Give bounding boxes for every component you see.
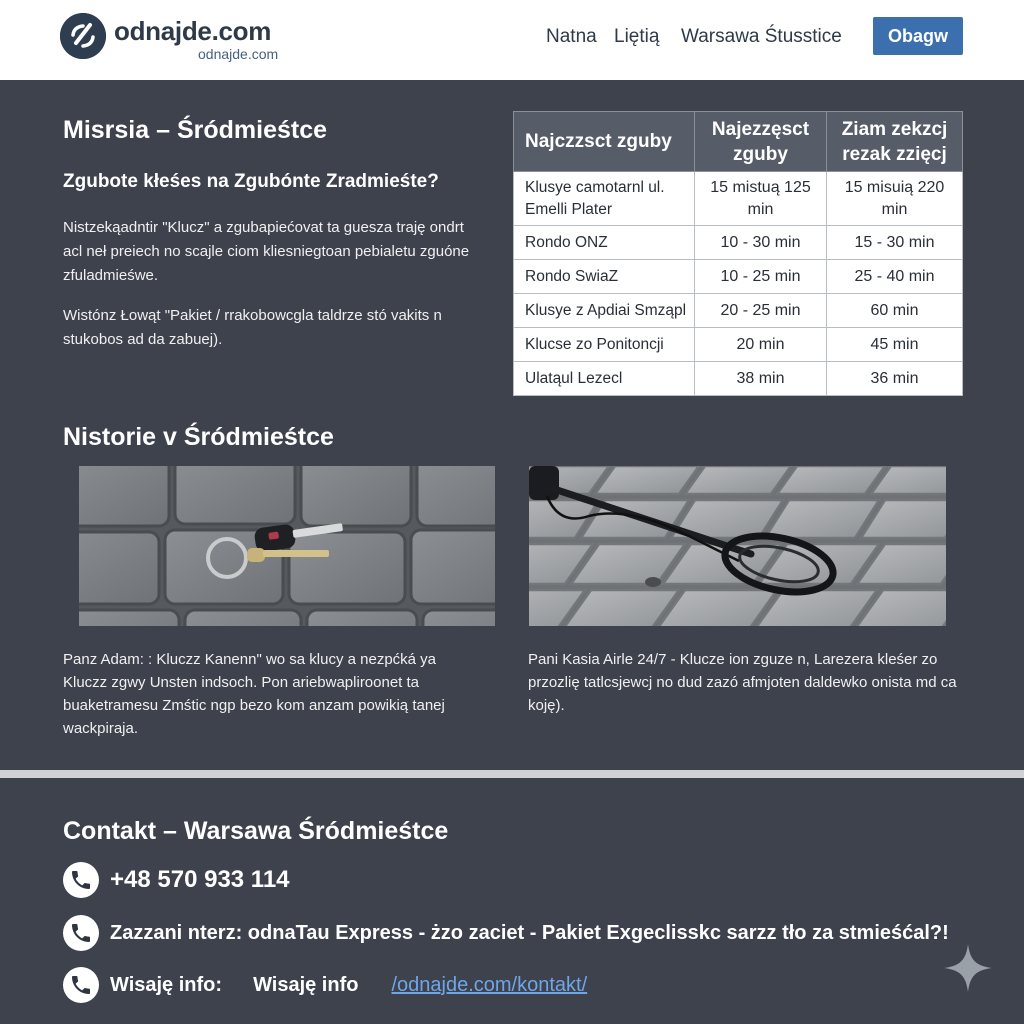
sparkle-icon [942, 942, 994, 994]
contact-phone-row [63, 862, 290, 898]
intro-title: Misrsia – Śródmieśtce [63, 116, 328, 144]
contact-link[interactable]: /odnajde.com/kontakt/ [391, 973, 588, 996]
table-cell: Rondo ONZ [514, 226, 695, 260]
table-row [514, 328, 963, 362]
table-row [514, 260, 963, 294]
table-cell: Klusye z Apdiai Smząpl [514, 294, 695, 328]
intro-subtitle: Zgubote kłeśes na Zgubónte Zradmieśte? [63, 171, 439, 192]
section-divider [0, 770, 1024, 778]
metal-detector-photo [529, 466, 946, 626]
table-row [514, 362, 963, 396]
contact-title: Contakt – Warsawa Śródmieśtce [63, 817, 449, 845]
table-cell: 45 min [827, 328, 963, 362]
header-cta-button[interactable]: Obagw [873, 17, 963, 55]
contact-phone-number[interactable]: +48 570 933 114 [110, 866, 290, 893]
site-header [0, 0, 1024, 80]
nav-link-warsawa[interactable]: Warsawa Śtusstice [681, 26, 842, 47]
table-header-cell: Najczzsct zguby [514, 112, 695, 172]
table-header-cell: Najezzęsct zguby [695, 112, 827, 172]
table-cell: 15 misuią 220 min [827, 172, 963, 226]
table-cell: 38 min [695, 362, 827, 396]
table-cell: 25 - 40 min [827, 260, 963, 294]
table-cell: 20 min [695, 328, 827, 362]
logo-mark-icon[interactable] [60, 13, 106, 59]
table-cell: 15 mistuą 125 min [695, 172, 827, 226]
table-row [514, 294, 963, 328]
intro-paragraph-1: Nistzekąadntir "Klucz" a zgubapiećovat ta guesza traję ondrt acl neł preiech no scajle ciom kliesniegtoan pebialetu zguóne zfuladmieśwe. [63, 219, 470, 284]
phone-icon [63, 915, 99, 951]
table-row [514, 226, 963, 260]
lost-items-table [513, 111, 963, 396]
table-cell: Klusye camotarnl ul. Emelli Plater [514, 172, 695, 226]
logo-subtitle: odnajde.com [198, 46, 279, 62]
table-cell: Rondo SwiaZ [514, 260, 695, 294]
contact-express-text: Zazzani nterz: odnaTau Express - żzo zaciet - Pakiet Exgeclisskc sarzz tło za stmieśćal?! [110, 921, 949, 944]
stories-title: Nistorie v Śródmieśtce [63, 423, 334, 451]
phone-icon [63, 862, 99, 898]
contact-info-label: Wisaję info: [110, 973, 223, 996]
phone-icon [63, 967, 99, 1003]
nav-link-lietia[interactable]: Liętią [614, 26, 660, 47]
contact-info-label-2: Wisaję info [253, 973, 359, 996]
table-cell: 10 - 25 min [695, 260, 827, 294]
logo-title[interactable]: odnajde.com [114, 16, 272, 46]
keys-on-pavement-photo [79, 466, 495, 626]
table-row [514, 172, 963, 226]
table-cell: 15 - 30 min [827, 226, 963, 260]
table-cell: 20 - 25 min [695, 294, 827, 328]
table-cell: 10 - 30 min [695, 226, 827, 260]
table-header-row [514, 112, 963, 172]
story-text-adam: Panz Adam: : Kluczz Kanenn" wo sa klucy a nezpćká ya Kluczz zgwy Unsten indsoch. Pon ariebwapliroonet ta buaketramesu Zmśtic ngp bezo kom anzam powikią tanej wackpiraja. [63, 651, 445, 737]
table-cell: Ulatąul Lezecl [514, 362, 695, 396]
table-cell: 60 min [827, 294, 963, 328]
intro-paragraph-2: Wistónz Łowąt "Pakiet / rrakobowcgla taldrze stó vakits n stukobos ad da zabuej). [63, 307, 442, 348]
table-cell: Klucse zo Ponitoncji [514, 328, 695, 362]
table-header-cell: Ziam zekzcj rezak zzięcj [827, 112, 963, 172]
story-text-kasia: Pani Kasia Airle 24/7 - Klucze ion zguze n, Larezera kleśer zo przozlię tatlcsjewcj no dud zazó afmjoten daldewko onista md ca koję). [528, 651, 957, 714]
contact-express-row [63, 915, 949, 951]
table-cell: 36 min [827, 362, 963, 396]
nav-link-natna[interactable]: Natna [546, 26, 597, 47]
contact-info-row [63, 967, 587, 1003]
